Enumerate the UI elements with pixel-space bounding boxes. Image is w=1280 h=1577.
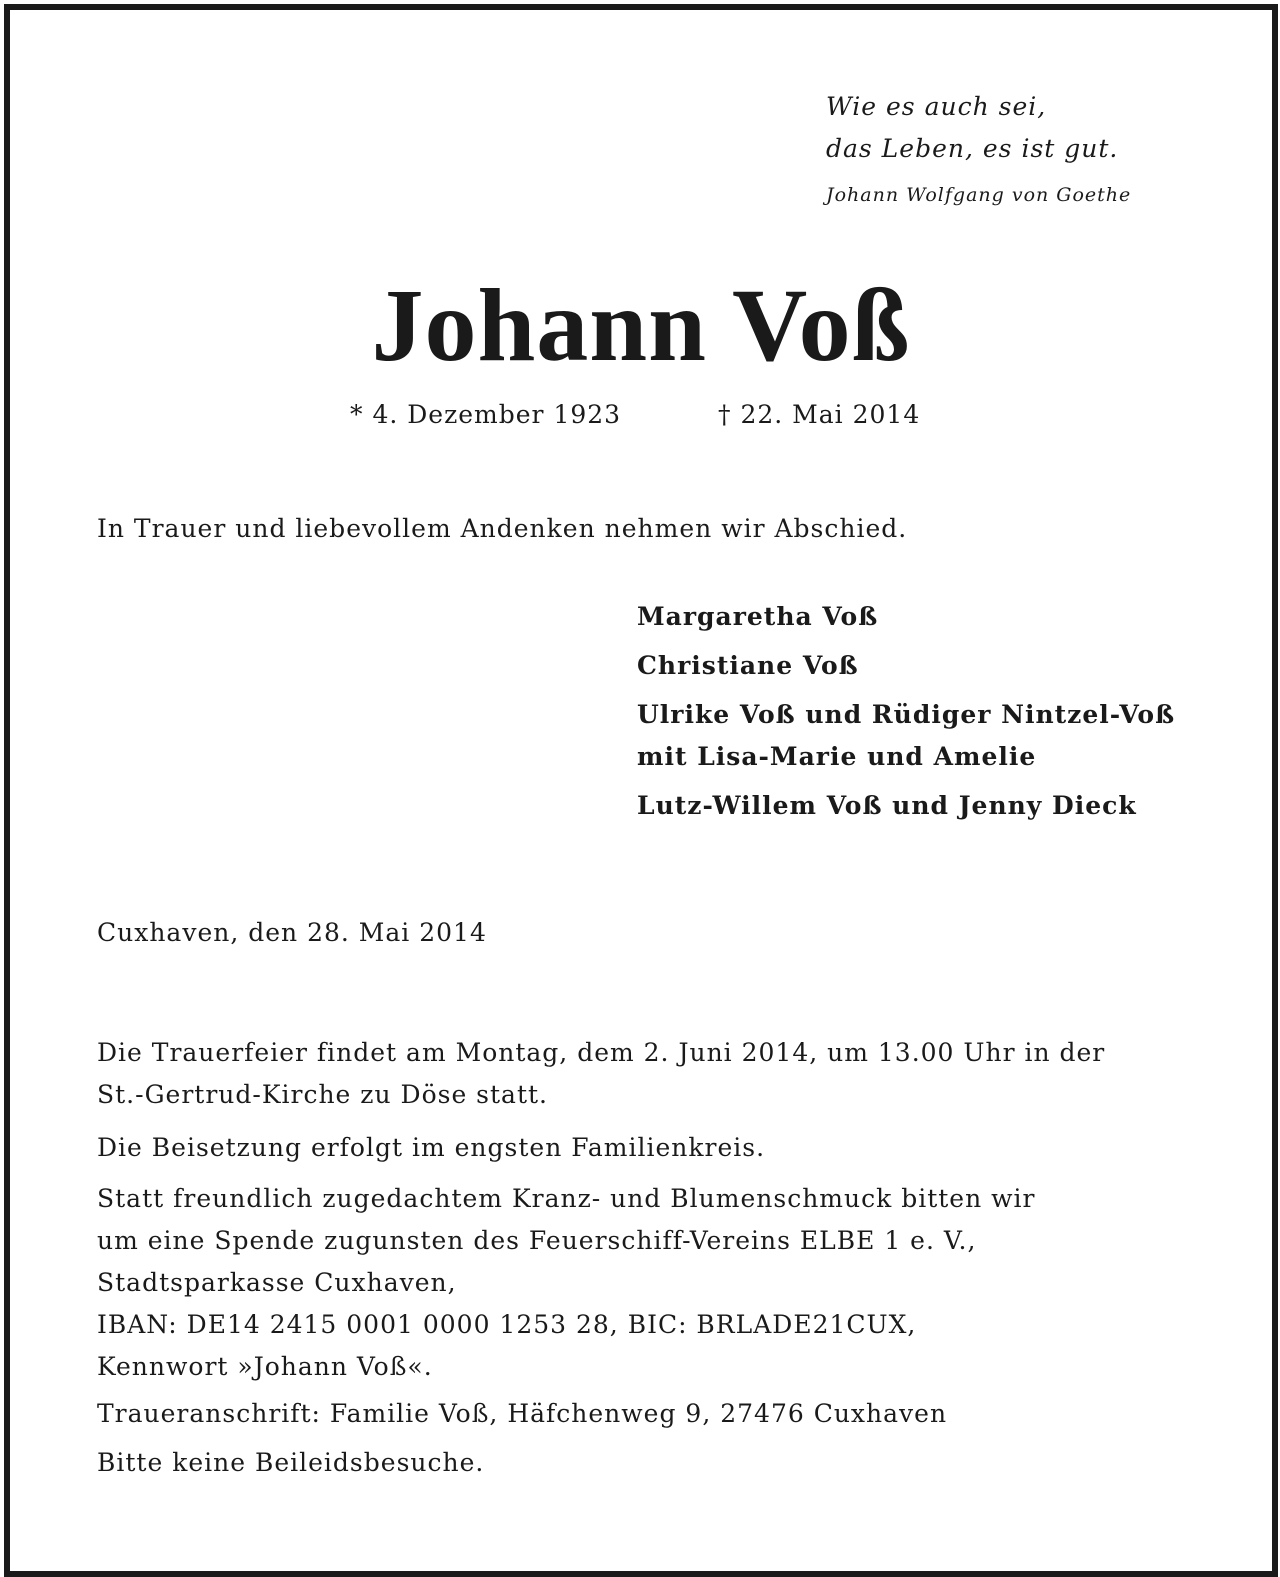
family-member: Margaretha Voß [637, 602, 879, 631]
notice-line: um eine Spende zugunsten des Feuerschiff-Vereins ELBE 1 e. V., [97, 1226, 977, 1255]
obituary-notice [4, 4, 1278, 1577]
birth-date: * 4. Dezember 1923 [350, 400, 622, 429]
family-member: mit Lisa-Marie und Amelie [637, 742, 1037, 771]
family-member: Christiane Voß [637, 651, 859, 680]
notice-line: IBAN: DE14 2415 0001 0000 1253 28, BIC: BRLADE21CUX, [97, 1310, 917, 1339]
family-member: Ulrike Voß und Rüdiger Nintzel-Voß [637, 700, 1176, 729]
quote-author: Johann Wolfgang von Goethe [826, 184, 1132, 206]
family-member: Lutz-Willem Voß und Jenny Dieck [637, 791, 1137, 820]
notice-line: Statt freundlich zugedachtem Kranz- und Blumenschmuck bitten wir [97, 1184, 1036, 1213]
notice-line: Kennwort »Johann Voß«. [97, 1352, 433, 1381]
notice-line: St.-Gertrud-Kirche zu Döse statt. [97, 1080, 549, 1109]
deceased-name: Johann Voß [371, 268, 911, 383]
notice-line: Traueranschrift: Familie Voß, Häfchenweg 9, 27476 Cuxhaven [97, 1399, 948, 1428]
notice-line: Stadtsparkasse Cuxhaven, [97, 1268, 457, 1297]
quote-line-2: das Leben, es ist gut. [826, 134, 1119, 163]
place-and-date: Cuxhaven, den 28. Mai 2014 [97, 918, 487, 947]
notice-line: Die Beisetzung erfolgt im engsten Familienkreis. [97, 1133, 766, 1162]
quote-line-1: Wie es auch sei, [826, 92, 1047, 121]
notice-line: Bitte keine Beileidsbesuche. [97, 1448, 485, 1477]
death-date: † 22. Mai 2014 [718, 400, 921, 429]
notice-line: Die Trauerfeier findet am Montag, dem 2. Juni 2014, um 13.00 Uhr in der [97, 1038, 1106, 1067]
intro-text: In Trauer und liebevollem Andenken nehmen wir Abschied. [97, 514, 908, 543]
